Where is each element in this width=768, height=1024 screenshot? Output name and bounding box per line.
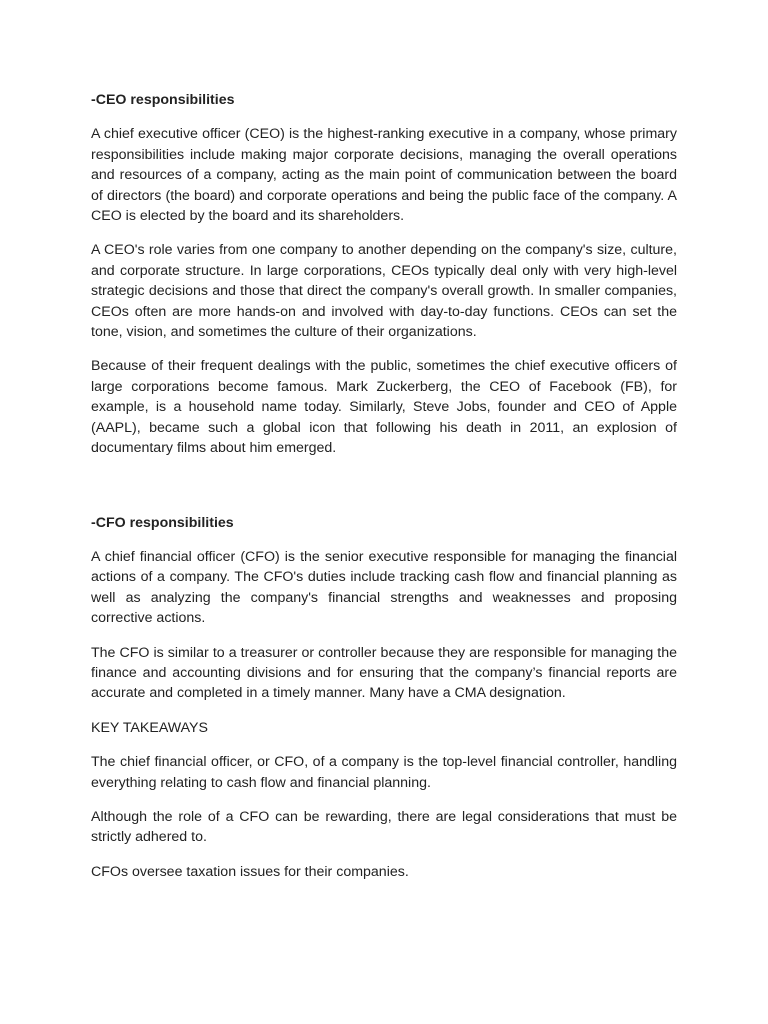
takeaway-item-2: Although the role of a CFO can be rewarding, there are legal considerations that must be strictly adhered to. bbox=[91, 808, 677, 846]
key-takeaways-title: KEY TAKEAWAYS bbox=[91, 719, 208, 736]
takeaway-item-1: The chief financial officer, or CFO, of a company is the top-level financial controller, handling everything relating to cash flow and financial planning. bbox=[91, 754, 677, 791]
section-spacer bbox=[91, 473, 677, 513]
cfo-paragraph-2: The CFO is similar to a treasurer or controller because they are responsible for managing the finance and accounting divisions and for ensuring that the company’s financial reports are accurate and completed in a timely manner. Many have a CMA designation. bbox=[91, 644, 677, 702]
cfo-paragraph-1: A chief financial officer (CFO) is the senior executive responsible for managing the financial actions of a company. The CFO's duties include tracking cash flow and financial planning as well as analyzing the company's financial strengths and weaknesses and proposing corrective actions. bbox=[91, 548, 677, 627]
document-page bbox=[91, 90, 677, 896]
ceo-paragraph-1: A chief executive officer (CEO) is the highest-ranking executive in a company, whose primary responsibilities include making major corporate decisions, managing the overall operations and resources of a company, acting as the main point of communication between the board of directors (the board) and corporate operations and being the public face of the company. A CEO is elected by the board and its shareholders. bbox=[91, 126, 677, 225]
ceo-paragraph-3: Because of their frequent dealings with the public, sometimes the chief executive officers of large corporations become famous. Mark Zuckerberg, the CEO of Facebook (FB), for example, is a household name today. Similarly, Steve Jobs, founder and CEO of Apple (AAPL), became such a global icon that following his death in 2011, an explosion of documentary films about him emerged. bbox=[91, 358, 677, 457]
takeaway-item-3: CFOs oversee taxation issues for their companies. bbox=[91, 863, 409, 880]
cfo-section-heading: -CFO responsibilities bbox=[91, 514, 234, 531]
ceo-section-heading: -CEO responsibilities bbox=[91, 92, 235, 108]
ceo-paragraph-2: A CEO's role varies from one company to another depending on the company's size, culture, and corporate structure. In large corporations, CEOs typically deal only with very high-level strategic decisions and those that direct the company's overall growth. In smaller companies, CEOs often are more hands-on and involved with day-to-day functions. CEOs can set the tone, vision, and sometimes the culture of their organizations. bbox=[91, 242, 677, 341]
